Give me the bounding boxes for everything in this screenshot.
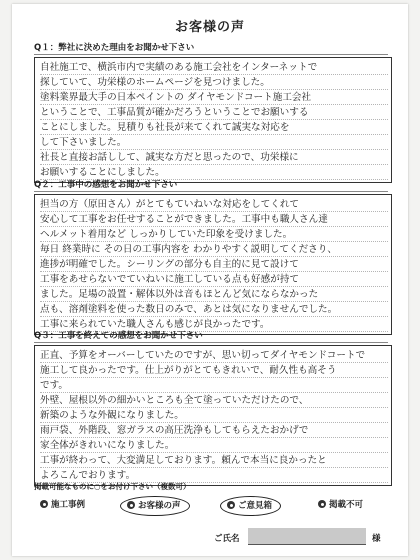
answer-line: お願いすることにしました。: [40, 165, 388, 180]
answer-line: ヘルメット着用など しっかりしていた印象を受けました。: [40, 227, 388, 242]
answer-line: 点も、溶剤塗料を使った数日のみで、あとは気になりませんでした。: [40, 302, 388, 317]
question-1-answer: [34, 57, 392, 183]
option-label: 施工事例: [51, 500, 86, 510]
answer-line: 担当の方（原田さん）がとてもていねいな対応をしてくれて: [40, 197, 388, 212]
answer-line: 安心して工事をお任せすることができました。工事中も職人さん達: [40, 212, 388, 227]
answer-line: 進捗が明確でした。シーリングの部分も自主的に見て設けて: [40, 257, 388, 272]
question-3-heading: Q３：工事を終えての感想をお聞かせ下さい: [34, 330, 388, 343]
answer-line: 正直、予算をオーバーしていたのですが、思い切ってダイヤモンドコートで: [40, 348, 388, 363]
answer-line: ということで、工事品質が確かだろうということでお願いする: [40, 105, 388, 120]
option-label: ご意見箱: [238, 501, 273, 511]
answer-line: 工事が終わって、大変満足しております。頼んで本当に良かったと: [40, 453, 388, 468]
answer-line: 探していて、功栄様のホームページを見つけました。: [40, 75, 388, 90]
publish-instruction: 掲載可能なものに○をお付け下さい（複数可）: [34, 482, 191, 491]
name-row: [34, 526, 388, 548]
answer-line: ことにしました。見積りも社長が来てくれて誠実な対応を: [40, 120, 388, 135]
question-3-answer: [34, 345, 392, 486]
answer-line: 工事に来られていた職人さんも感じが良かったです。: [40, 317, 388, 332]
answer-line: 外壁、屋根以外の細かいところも全て塗っていただけたので、: [40, 393, 388, 408]
answer-line: よろこんでおります。: [40, 468, 388, 483]
option-bullet-icon: [40, 500, 48, 508]
question-1-heading: Q１：弊社に決めた理由をお聞かせ下さい: [34, 42, 388, 55]
question-2-heading: Q２：工事中の感想をお聞かせ下さい: [34, 179, 388, 192]
page-title: お客様の声: [174, 20, 245, 35]
name-suffix: 様: [372, 534, 381, 544]
option-bullet-icon: [318, 500, 326, 508]
answer-line: 工事をあせらないでていねいに施工している点も好感が持て: [40, 272, 388, 287]
option-label: 掲載不可: [329, 500, 364, 510]
question-2-answer: [34, 194, 392, 335]
option-label: お客様の声: [138, 501, 181, 511]
option-bullet-icon: [227, 501, 235, 509]
answer-line: 新築のような外観になりました。: [40, 408, 388, 423]
option-bullet-icon: [127, 501, 135, 509]
answer-line: 自社施工で、横浜市内で実績のある施工会社をインターネットで: [40, 60, 388, 75]
answer-line: 施工して良かったです。仕上がりがとてもきれいで、耐久性も高そう: [40, 363, 388, 378]
name-label: ご氏名: [214, 534, 240, 544]
answer-line: 家全体がきれいになりました。: [40, 438, 388, 453]
option-opinion-box[interactable]: [220, 496, 281, 516]
option-no-publish[interactable]: [312, 496, 371, 514]
answer-line: 雨戸袋、外階段、窓ガラスの高圧洗浄もしてもらえたおかげで: [40, 423, 388, 438]
option-construction-examples[interactable]: [34, 496, 93, 514]
name-field-redacted[interactable]: [248, 528, 366, 545]
answer-line: ました。足場の設置・解体以外は音もほとんど気にならなかった: [40, 287, 388, 302]
answer-line: 毎日 終業時に その日の工事内容を わかりやすく説明してくださり、: [40, 242, 388, 257]
answer-line: 社長と直接お話しして、誠実な方だと思ったので、功栄様に: [40, 150, 388, 165]
answer-line: です。: [40, 378, 388, 393]
questionnaire-sheet: [12, 4, 408, 556]
option-customer-voice[interactable]: [120, 496, 190, 516]
publish-options: [34, 496, 388, 516]
answer-line: 塗料業界最大手の日本ペイントの ダイヤモンドコート施工会社: [40, 90, 388, 105]
answer-line: して下さいました。: [40, 135, 388, 150]
